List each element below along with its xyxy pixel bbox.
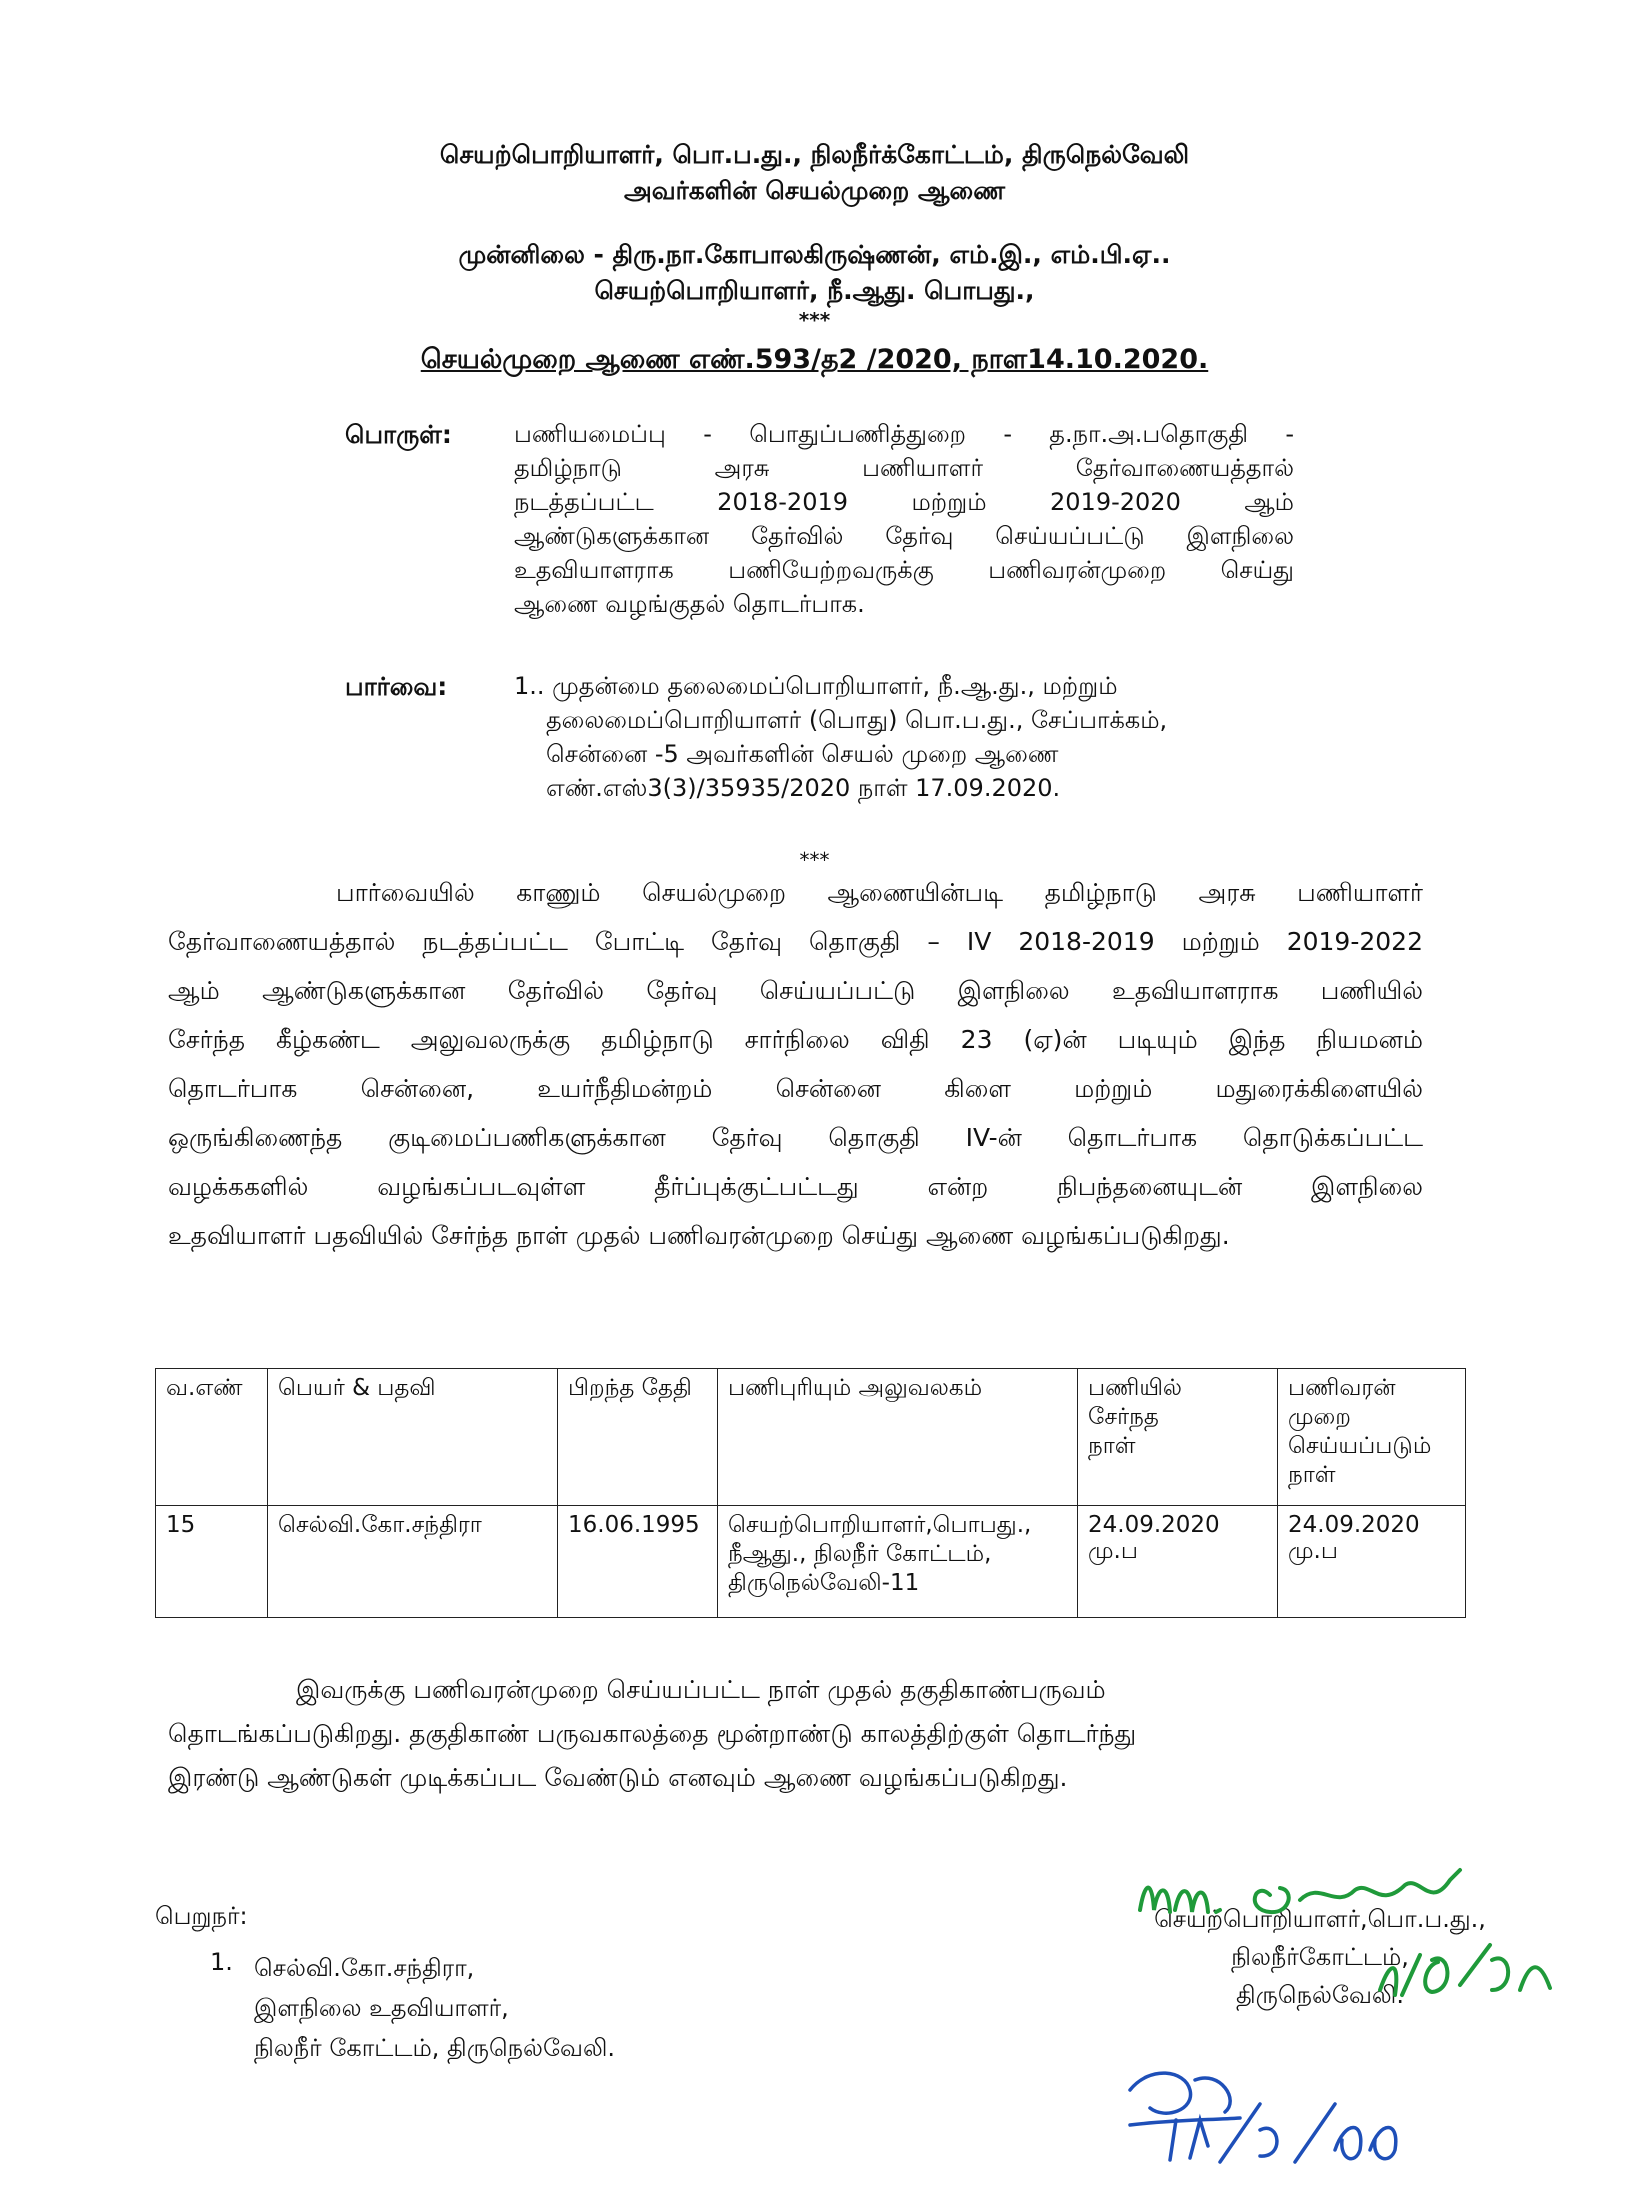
signatory-line: செயற்பொறியாளர்,பொ.ப.து., — [1154, 1905, 1486, 1933]
presence-line-2: செயற்பொறியாளர், நீ.ஆது. பொபது., — [594, 276, 1035, 305]
cell-serial-no: 15 — [156, 1506, 268, 1618]
presence-line-1: முன்னிலை - திரு.நா.கோபாலகிருஷ்ணன், எம்.இ., எம்.பி.ஏ.. — [458, 240, 1171, 269]
subject-line: தமிழ்நாடு அரசு பணியாளர் தேர்வாணையத்தால் — [514, 454, 1294, 482]
table-row — [156, 1506, 1466, 1618]
cell-date-of-birth: 16.06.1995 — [558, 1506, 718, 1618]
body-line: வழக்ககளில் வழங்கப்படவுள்ள தீர்ப்புக்குட்பட்டது என்ற நிபந்தனையுடன் இளநிலை — [168, 1172, 1423, 1201]
reference-text — [514, 672, 1167, 808]
body-line: தொடர்பாக சென்னை, உயர்நீதிமன்றம் சென்னை கிளை மற்றும் மதுரைக்கிளையில் — [168, 1074, 1423, 1103]
body-paragraph — [168, 868, 1423, 1260]
reference-line: 1.. முதன்மை தலைமைப்பொறியாளர், நீ.ஆ.து., மற்றும் — [514, 672, 1118, 700]
header-joining-date: பணியில் சேர்நத நாள் — [1078, 1369, 1278, 1506]
cell-regularisation-date: 24.09.2020 மு.ப — [1278, 1506, 1466, 1618]
reference-line: சென்னை -5 அவர்களின் செயல் முறை ஆணை — [546, 740, 1059, 768]
recipient-address — [254, 1948, 615, 2068]
closing-line: தொடங்கப்படுகிறது. தகுதிகாண் பருவகாலத்தை மூன்றாண்டு காலத்திற்குள் தொடர்ந்து — [168, 1719, 1137, 1748]
order-reference-number: செயல்முறை ஆணை எண்.593/த2 /2020, நாள14.10.2020. — [420, 344, 1209, 375]
subject-line: ஆணை வழங்குதல் தொடர்பாக. — [514, 590, 865, 618]
reference-label: பார்வை: — [345, 672, 448, 701]
subject-line: ஆண்டுகளுக்கான தேர்வில் தேர்வு செய்யப்பட்டு இளநிலை — [514, 522, 1294, 550]
closing-paragraph — [168, 1668, 1136, 1800]
subject-line: நடத்தப்பட்ட 2018-2019 மற்றும் 2019-2020 ஆம் — [514, 488, 1294, 516]
recipient-line: இளநிலை உதவியாளர், — [254, 1994, 509, 2022]
body-line: ஒருங்கிணைந்த குடிமைப்பணிகளுக்கான தேர்வு தொகுதி IV-ன் தொடர்பாக தொடுக்கப்பட்ட — [168, 1123, 1423, 1152]
header-date-of-birth: பிறந்த தேதி — [558, 1369, 718, 1506]
reference-line: எண்.எஸ்3(3)/35935/2020 நாள் 17.09.2020. — [546, 774, 1061, 802]
closing-line: இவருக்கு பணிவரன்முறை செய்யப்பட்ட நாள் முதல் தகுதிகாண்பருவம் — [296, 1675, 1106, 1704]
body-line: ஆம் ஆண்டுகளுக்கான தேர்வில் தேர்வு செய்யப்பட்டு இளநிலை உதவியாளராக பணியில் — [168, 976, 1423, 1005]
subject-label: பொருள்: — [345, 420, 452, 449]
subject-text — [514, 420, 1294, 624]
order-type-title: அவர்களின் செயல்முறை ஆணை — [623, 176, 1006, 205]
green-signature — [1120, 1840, 1560, 2030]
body-line: தேர்வாணையத்தால் நடத்தப்பட்ட போட்டி தேர்வு தொகுதி – IV 2018-2019 மற்றும் 2019-2022 — [168, 927, 1423, 956]
recipient-number: 1. — [210, 1948, 233, 1976]
cell-name: செல்வி.கோ.சந்திரா — [268, 1506, 558, 1618]
recipient-line: செல்வி.கோ.சந்திரா, — [254, 1954, 475, 1982]
blue-initial-and-date — [1110, 2050, 1430, 2180]
reference-line: தலைமைப்பொறியாளர் (பொது) பொ.ப.து., சேப்பாக்கம், — [546, 706, 1168, 734]
recipient-label: பெறுநர்: — [155, 1902, 248, 1930]
subject-line: பணியமைப்பு - பொதுப்பணித்துறை - த.நா.அ.பதொகுதி - — [514, 420, 1294, 448]
header-office: பணிபுரியும் அலுவலகம் — [718, 1369, 1078, 1506]
subject-line: உதவியாளராக பணியேற்றவருக்கு பணிவரன்முறை செய்து — [514, 556, 1294, 584]
body-line: உதவியாளர் பதவியில் சேர்ந்த நாள் முதல் பணிவரன்முறை செய்து ஆணை வழங்கப்படுகிறது. — [168, 1221, 1230, 1250]
cell-office: செயற்பொறியாளர்,பொபது., நீஆது., நிலநீர் கோட்டம், திருநெல்வேலி-11 — [718, 1506, 1078, 1618]
body-line: பார்வையில் காணும் செயல்முறை ஆணையின்படி தமிழ்நாடு அரசு பணியாளர் — [336, 878, 1423, 907]
signatory-line: நிலநீர்கோட்டம், — [1231, 1943, 1409, 1971]
header-regularisation-date: பணிவரன் முறை செய்யப்படும் நாள் — [1278, 1369, 1466, 1506]
regularisation-table — [155, 1368, 1466, 1618]
header-serial-no: வ.எண் — [156, 1369, 268, 1506]
body-separator: *** — [799, 848, 830, 872]
closing-line: இரண்டு ஆண்டுகள் முடிக்கப்பட வேண்டும் எனவும் ஆணை வழங்கப்படுகிறது. — [168, 1763, 1068, 1792]
header-separator: *** — [798, 308, 831, 332]
signatory-line: திருநெல்வேலி. — [1236, 1981, 1404, 2009]
recipient-line: நிலநீர் கோட்டம், திருநெல்வேலி. — [254, 2034, 616, 2062]
header-name-designation: பெயர் & பதவி — [268, 1369, 558, 1506]
table-header-row — [156, 1369, 1466, 1506]
office-title: செயற்பொறியாளர், பொ.ப.து., நிலநீர்க்கோட்டம், திருநெல்வேலி — [439, 140, 1190, 169]
body-line: சேர்ந்த கீழ்கண்ட அலுவலருக்கு தமிழ்நாடு சார்நிலை விதி 23 (ஏ)ன் படியும் இந்த நியமனம் — [168, 1025, 1423, 1054]
cell-joining-date: 24.09.2020 மு.ப — [1078, 1506, 1278, 1618]
